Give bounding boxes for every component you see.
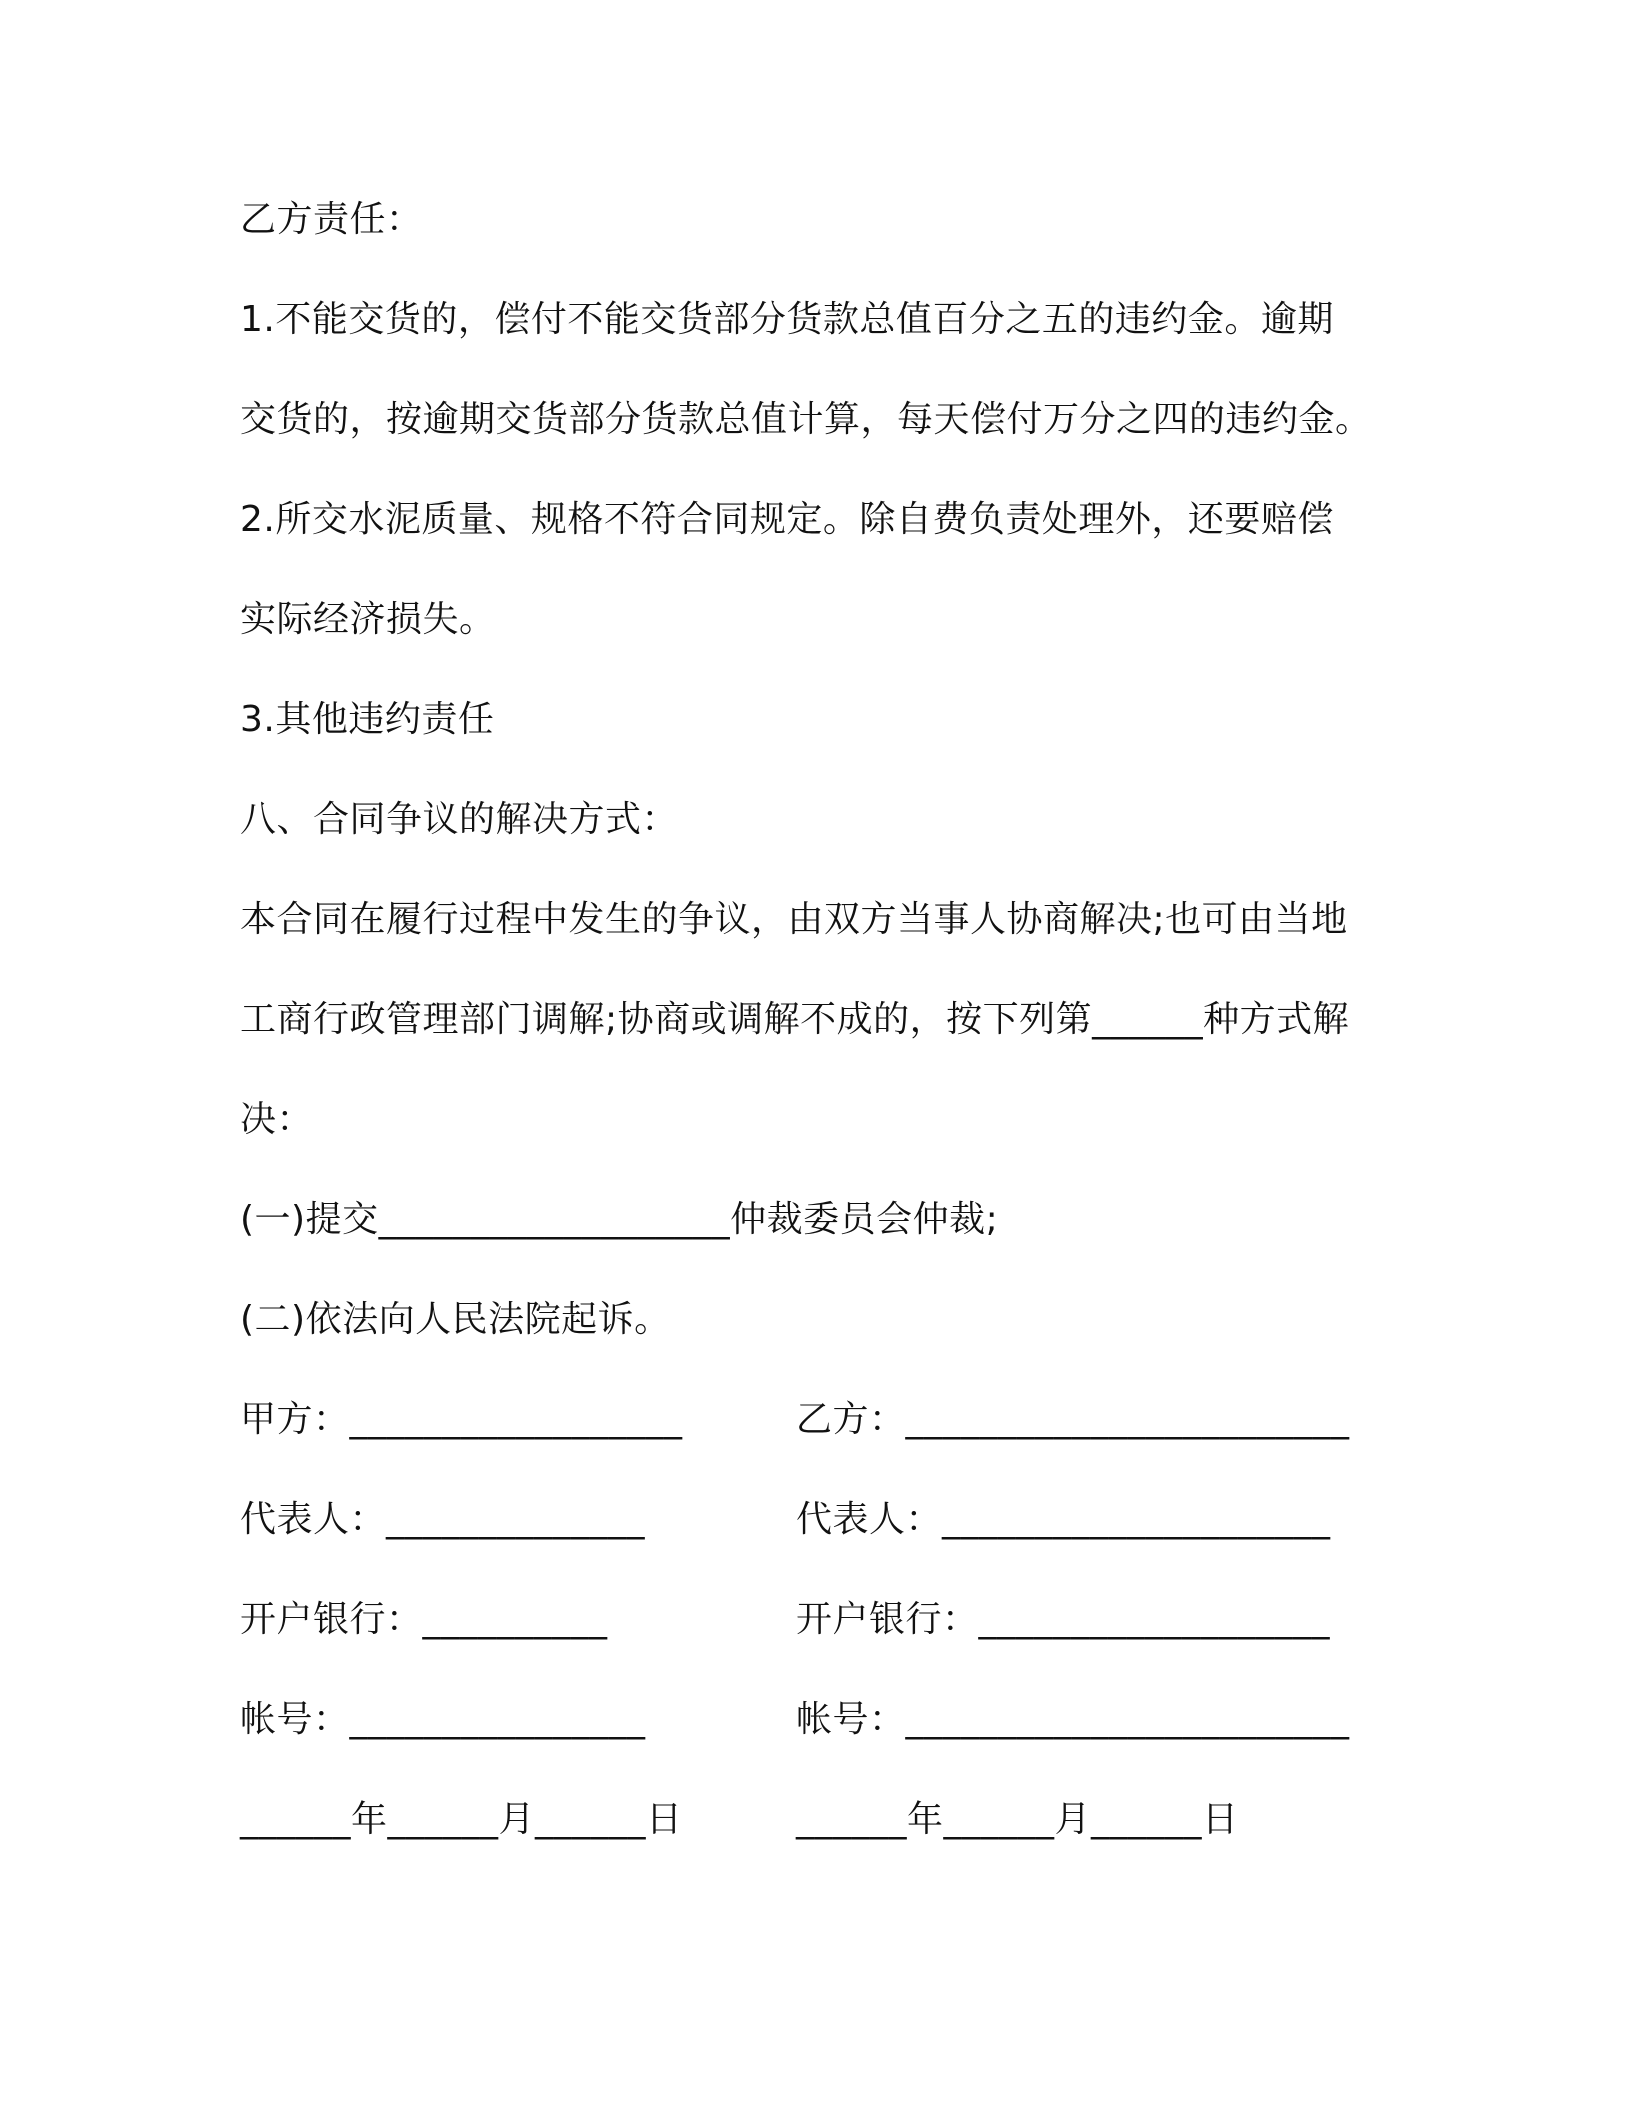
section-8-heading: 八、合同争议的解决方式： — [240, 799, 679, 840]
clause-1-line-2: 交货的，按逾期交货部分货款总值计算，每天偿付万分之四的违约金。 — [240, 399, 1372, 440]
clause-2-line-1: 2.所交水泥质量、规格不符合同规定。除自费负责处理外，还要赔偿 — [240, 499, 1334, 540]
party-a-representative-field: 代表人：______________ — [240, 1499, 646, 1540]
dispute-paragraph-line-1: 本合同在履行过程中发生的争议，由双方当事人协商解决;也可由当地 — [240, 899, 1348, 940]
clause-1-line-1: 1.不能交货的，偿付不能交货部分货款总值百分之五的违约金。逾期 — [240, 299, 1334, 340]
party-a-date-field: ______年______月______日 — [240, 1799, 683, 1840]
dispute-paragraph-line-3: 决： — [240, 1099, 314, 1140]
party-b-representative-field: 代表人：_____________________ — [796, 1499, 1331, 1540]
party-b-name-field: 乙方：________________________ — [796, 1399, 1350, 1440]
heading-party-b-responsibility: 乙方责任： — [240, 199, 423, 240]
clause-2-line-2: 实际经济损失。 — [240, 599, 496, 640]
party-b-date-field: ______年______月______日 — [796, 1799, 1239, 1840]
dispute-paragraph-line-2: 工商行政管理部门调解;协商或调解不成的，按下列第______种方式解 — [240, 999, 1350, 1040]
dispute-option-1: (一)提交___________________仲裁委员会仲裁; — [240, 1199, 999, 1240]
clause-3: 3.其他违约责任 — [240, 699, 495, 740]
party-a-name-field: 甲方：__________________ — [240, 1399, 683, 1440]
party-b-account-field: 帐号：________________________ — [796, 1699, 1350, 1740]
dispute-option-2: (二)依法向人民法院起诉。 — [240, 1299, 671, 1340]
party-b-bank-field: 开户银行：___________________ — [796, 1599, 1331, 1640]
party-a-account-field: 帐号：________________ — [240, 1699, 646, 1740]
party-a-bank-field: 开户银行：__________ — [240, 1599, 608, 1640]
